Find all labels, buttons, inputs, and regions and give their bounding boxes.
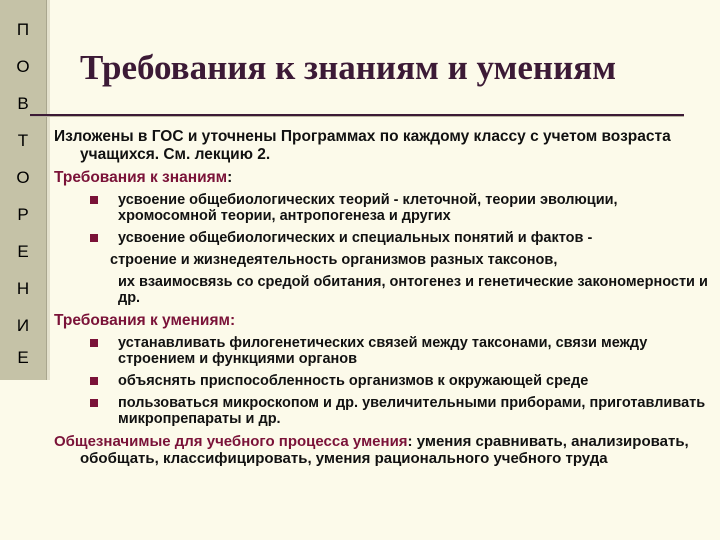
general-skills-paragraph [54,433,714,467]
knowledge-heading-text: Требования к знаниям [54,169,228,186]
list-item-text: устанавливать филогенетических связей между таксонами, связи между строением и функциями органов [118,335,648,367]
side-letter: П [16,20,30,39]
list-item-continuation: строение и жизнедеятельность организмов разных таксонов, [110,252,558,268]
list-item [54,335,714,367]
skills-heading: Требования к умениям: [54,312,236,329]
square-bullet-icon [90,234,98,242]
list-item [54,192,714,224]
side-letter: Т [17,131,29,150]
general-skills-label: Общезначимые для учебного процесса умения [54,433,408,450]
square-bullet-icon [90,399,98,407]
list-item-text: усвоение общебиологических теорий - клеточной, теории эволюции, хромосомной теории, антропогенеза и других [118,192,618,224]
slide-content [54,128,714,467]
square-bullet-icon [90,196,98,204]
list-item [54,230,714,246]
knowledge-heading-colon: : [227,169,233,186]
square-bullet-icon [90,339,98,347]
title-divider-shadow [30,116,684,117]
general-skills-text: : умения сравнивать, анализировать, обобщать, классифицировать, умения рационального учебного труда [80,433,689,467]
list-item-text: пользоваться микроскопом и др. увеличительными приборами, приготавливать микропрепараты и др. [118,395,706,427]
side-letter: И [16,316,30,335]
side-letter: О [16,57,30,76]
intro-paragraph: Изложены в ГОС и уточнены Программах по каждому классу с учетом возраста учащихся. См. лекцию 2. [54,128,671,163]
side-letter: О [16,168,30,187]
list-item-continuation: их взаимосвязь со средой обитания, онтогенез и генетические закономерности и др. [118,274,708,306]
side-band [0,0,47,380]
side-letter: Е [17,242,29,261]
side-letter: В [17,94,29,113]
list-item-text: усвоение общебиологических и специальных понятий и фактов - [118,230,593,246]
slide-title: Требования к знаниям и умениям [80,48,617,87]
side-letter: Р [17,205,29,224]
list-item-text: объяснять приспособленность организмов к окружающей среде [118,373,589,389]
square-bullet-icon [90,377,98,385]
side-band-shadow [47,0,50,380]
knowledge-heading [54,169,714,187]
list-item [54,373,714,389]
side-letter: Е [17,348,29,367]
list-item [54,395,714,427]
side-letter: Н [16,279,30,298]
